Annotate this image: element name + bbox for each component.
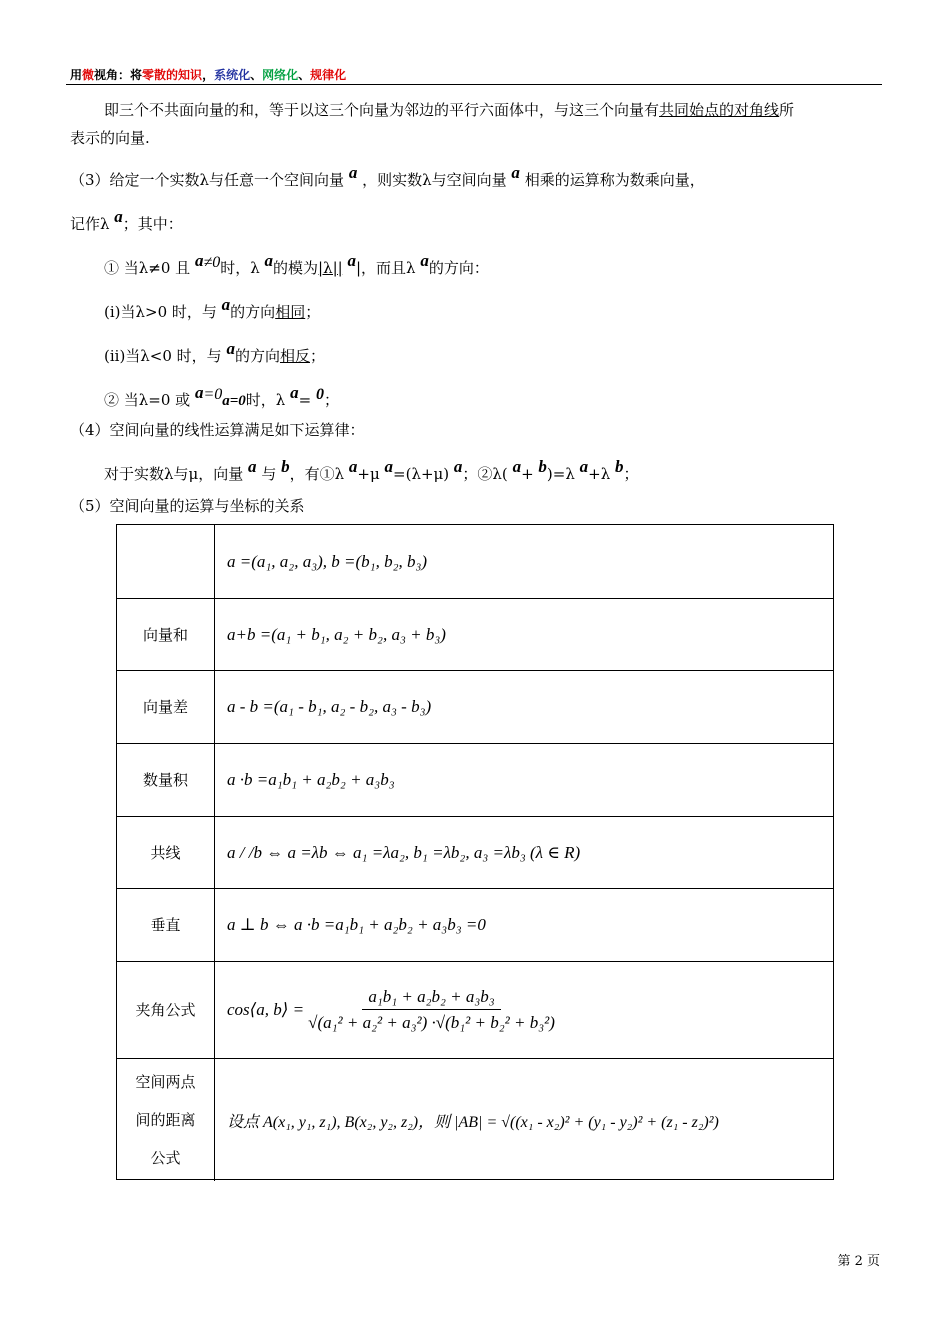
text: ； [323, 391, 339, 409]
text: |，而且λ [355, 259, 416, 277]
table-row [117, 889, 833, 962]
row-formula: 设点 A(x₁, y₁, z₁), B(x₂, y₂, z₂)，则 |AB| = √((x₁ - x₂)² + (y₁ - y₂)² + (z₁ - z₂)²) [227, 1113, 719, 1131]
denominator: √(a₁² + a₂² + a₃²) ·√(b₁² + b₂² + b₃²) [308, 1013, 555, 1032]
row-label-text: 空间两点间的距离公式 [135, 1073, 196, 1167]
row-label: 夹角公式 [117, 962, 215, 1058]
table-row [117, 525, 833, 599]
row-formula: a+b =(a₁ + b₁, a₂ + b₂, a₃ + b₃) [227, 624, 446, 644]
text: 所 [779, 101, 795, 119]
text: ； [623, 465, 639, 483]
row-label: 向量和 [117, 599, 215, 670]
text: ≠0 [203, 254, 221, 271]
text: (i)当λ>0 时，与 [104, 303, 217, 321]
text: +λ [588, 465, 611, 483]
vector-a: a [221, 295, 231, 314]
text: 的方向 [234, 347, 280, 365]
vector-a: a [512, 457, 522, 476]
text: ② 当λ=0 或 [104, 391, 191, 409]
vector-a: a [226, 339, 235, 358]
text: =(λ+μ) [393, 465, 450, 483]
header-part: 视角：将 [94, 68, 143, 82]
item-case-zero [104, 383, 339, 411]
row-label: 共线 [117, 817, 215, 888]
table-row [117, 817, 833, 889]
paragraph-notation [70, 207, 183, 234]
table-row [117, 671, 833, 744]
text: 即三个不共面向量的和，等于以这三个向量为邻边的平行六面体中，与这三个向量有 [104, 101, 660, 119]
vector-a: a [384, 457, 394, 476]
numerator: a₁b₁ + a₂b₂ + a₃b₃ [362, 987, 500, 1010]
underlined-text: 相反 [279, 347, 310, 365]
header-part: 、 [250, 68, 263, 82]
text: ① 当λ≠0 且 [104, 259, 191, 277]
text: a=0 [222, 393, 246, 409]
vector-a: a [420, 251, 429, 270]
header-part: 网络化 [262, 68, 299, 82]
text: ；其中： [122, 215, 183, 233]
header-part: 系统化 [214, 68, 251, 82]
table-row [117, 599, 833, 671]
vector-a: a [453, 457, 463, 476]
header-slogan [70, 66, 346, 83]
vector-a: a [290, 383, 299, 402]
zero-vector: 0 [315, 386, 324, 403]
header-divider [66, 84, 882, 85]
paragraph-laws: （4）空间向量的线性运算满足如下运算律： [70, 421, 365, 439]
fraction [308, 987, 555, 1033]
row-formula: a / /b ⇔ a =λb ⇔ a₁ =λa₂, b₁ =λb₂, a₃ =λb₃ (λ ∈ R) [227, 842, 581, 862]
vector-b: b [538, 457, 547, 476]
table-row [117, 962, 833, 1059]
vector-a: a [194, 251, 204, 270]
underlined-text: 共同始点的对角线 [659, 101, 780, 119]
vector-a: a [347, 251, 356, 270]
text: ； [305, 303, 321, 321]
row-label: 向量差 [117, 671, 215, 743]
laws-statement [104, 457, 639, 484]
paragraph-scalar-mult [70, 163, 705, 190]
vector-a: a [511, 163, 520, 182]
underlined-text: 相同 [275, 303, 306, 321]
vector-a: a [348, 457, 358, 476]
header-part: 用 [70, 68, 83, 82]
text: (ii)当λ<0 时，与 [104, 347, 222, 365]
vector-a: a [114, 207, 123, 226]
row-label: 数量积 [117, 744, 215, 816]
vector-b: b [615, 457, 624, 476]
item-negative [104, 339, 326, 366]
text: ；②λ( [462, 465, 508, 483]
text: 对于实数λ与μ，向量 [104, 465, 244, 483]
text: ； [310, 347, 326, 365]
page-number: 第 2 页 [837, 1254, 880, 1269]
table-row [117, 744, 833, 817]
text: ，则实数λ与空间向量 [362, 171, 507, 189]
text: 的方向： [428, 259, 489, 277]
paragraph-sum [104, 100, 794, 120]
table-row [117, 1059, 833, 1181]
header-part: 规律化 [310, 68, 347, 82]
text: 记作λ [70, 215, 110, 233]
text: 的模为 [273, 259, 319, 277]
coordinate-table [116, 524, 834, 1180]
paragraph-sum-cont: 表示的向量. [70, 129, 150, 147]
row-formula: a - b =(a₁ - b₁, a₂ - b₂, a₃ - b₃) [227, 697, 432, 716]
text: （3）给定一个实数λ与任意一个空间向量 [70, 171, 345, 189]
vector-a: a [248, 457, 257, 476]
text: +μ [357, 465, 380, 483]
text: =0 [203, 386, 223, 403]
vector-a: a [194, 383, 204, 402]
row-label [117, 525, 215, 598]
item-positive [104, 295, 321, 322]
header-part: 零散的知识 [142, 68, 203, 82]
row-label: 垂直 [117, 889, 215, 961]
formula-left: cos⟨a, b⟩ = [227, 1000, 305, 1019]
header-part: 、 [298, 68, 311, 82]
text: ，有①λ [289, 465, 345, 483]
text: |λ|| [318, 259, 343, 277]
vector-a: a [348, 163, 358, 182]
text: 时，λ [220, 259, 260, 277]
item-case-nonzero [104, 251, 489, 279]
row-formula: a ·b =a₁b₁ + a₂b₂ + a₃b₃ [227, 770, 395, 789]
vector-a: a [579, 457, 589, 476]
paragraph-coordinates: （5）空间向量的运算与坐标的关系 [70, 497, 305, 515]
text: + [521, 465, 534, 483]
text: 相乘的运算称为数乘向量， [524, 171, 705, 189]
header-part: 微 [82, 68, 95, 82]
row-formula: a =(a₁, a₂, a₃), b =(b₁, b₂, b₃) [227, 551, 428, 571]
header-part: ， [202, 68, 215, 82]
text: 与 [261, 465, 277, 483]
row-formula: a ⊥ b ⇔ a ·b =a₁b₁ + a₂b₂ + a₃b₃ =0 [227, 915, 486, 934]
text: 的方向 [230, 303, 276, 321]
row-label [117, 1059, 215, 1181]
text: = [298, 391, 312, 409]
vector-a: a [264, 251, 274, 270]
text: )=λ [546, 465, 575, 483]
row-formula [227, 962, 833, 1058]
vector-b: b [281, 457, 290, 476]
text: 时，λ [245, 391, 286, 409]
